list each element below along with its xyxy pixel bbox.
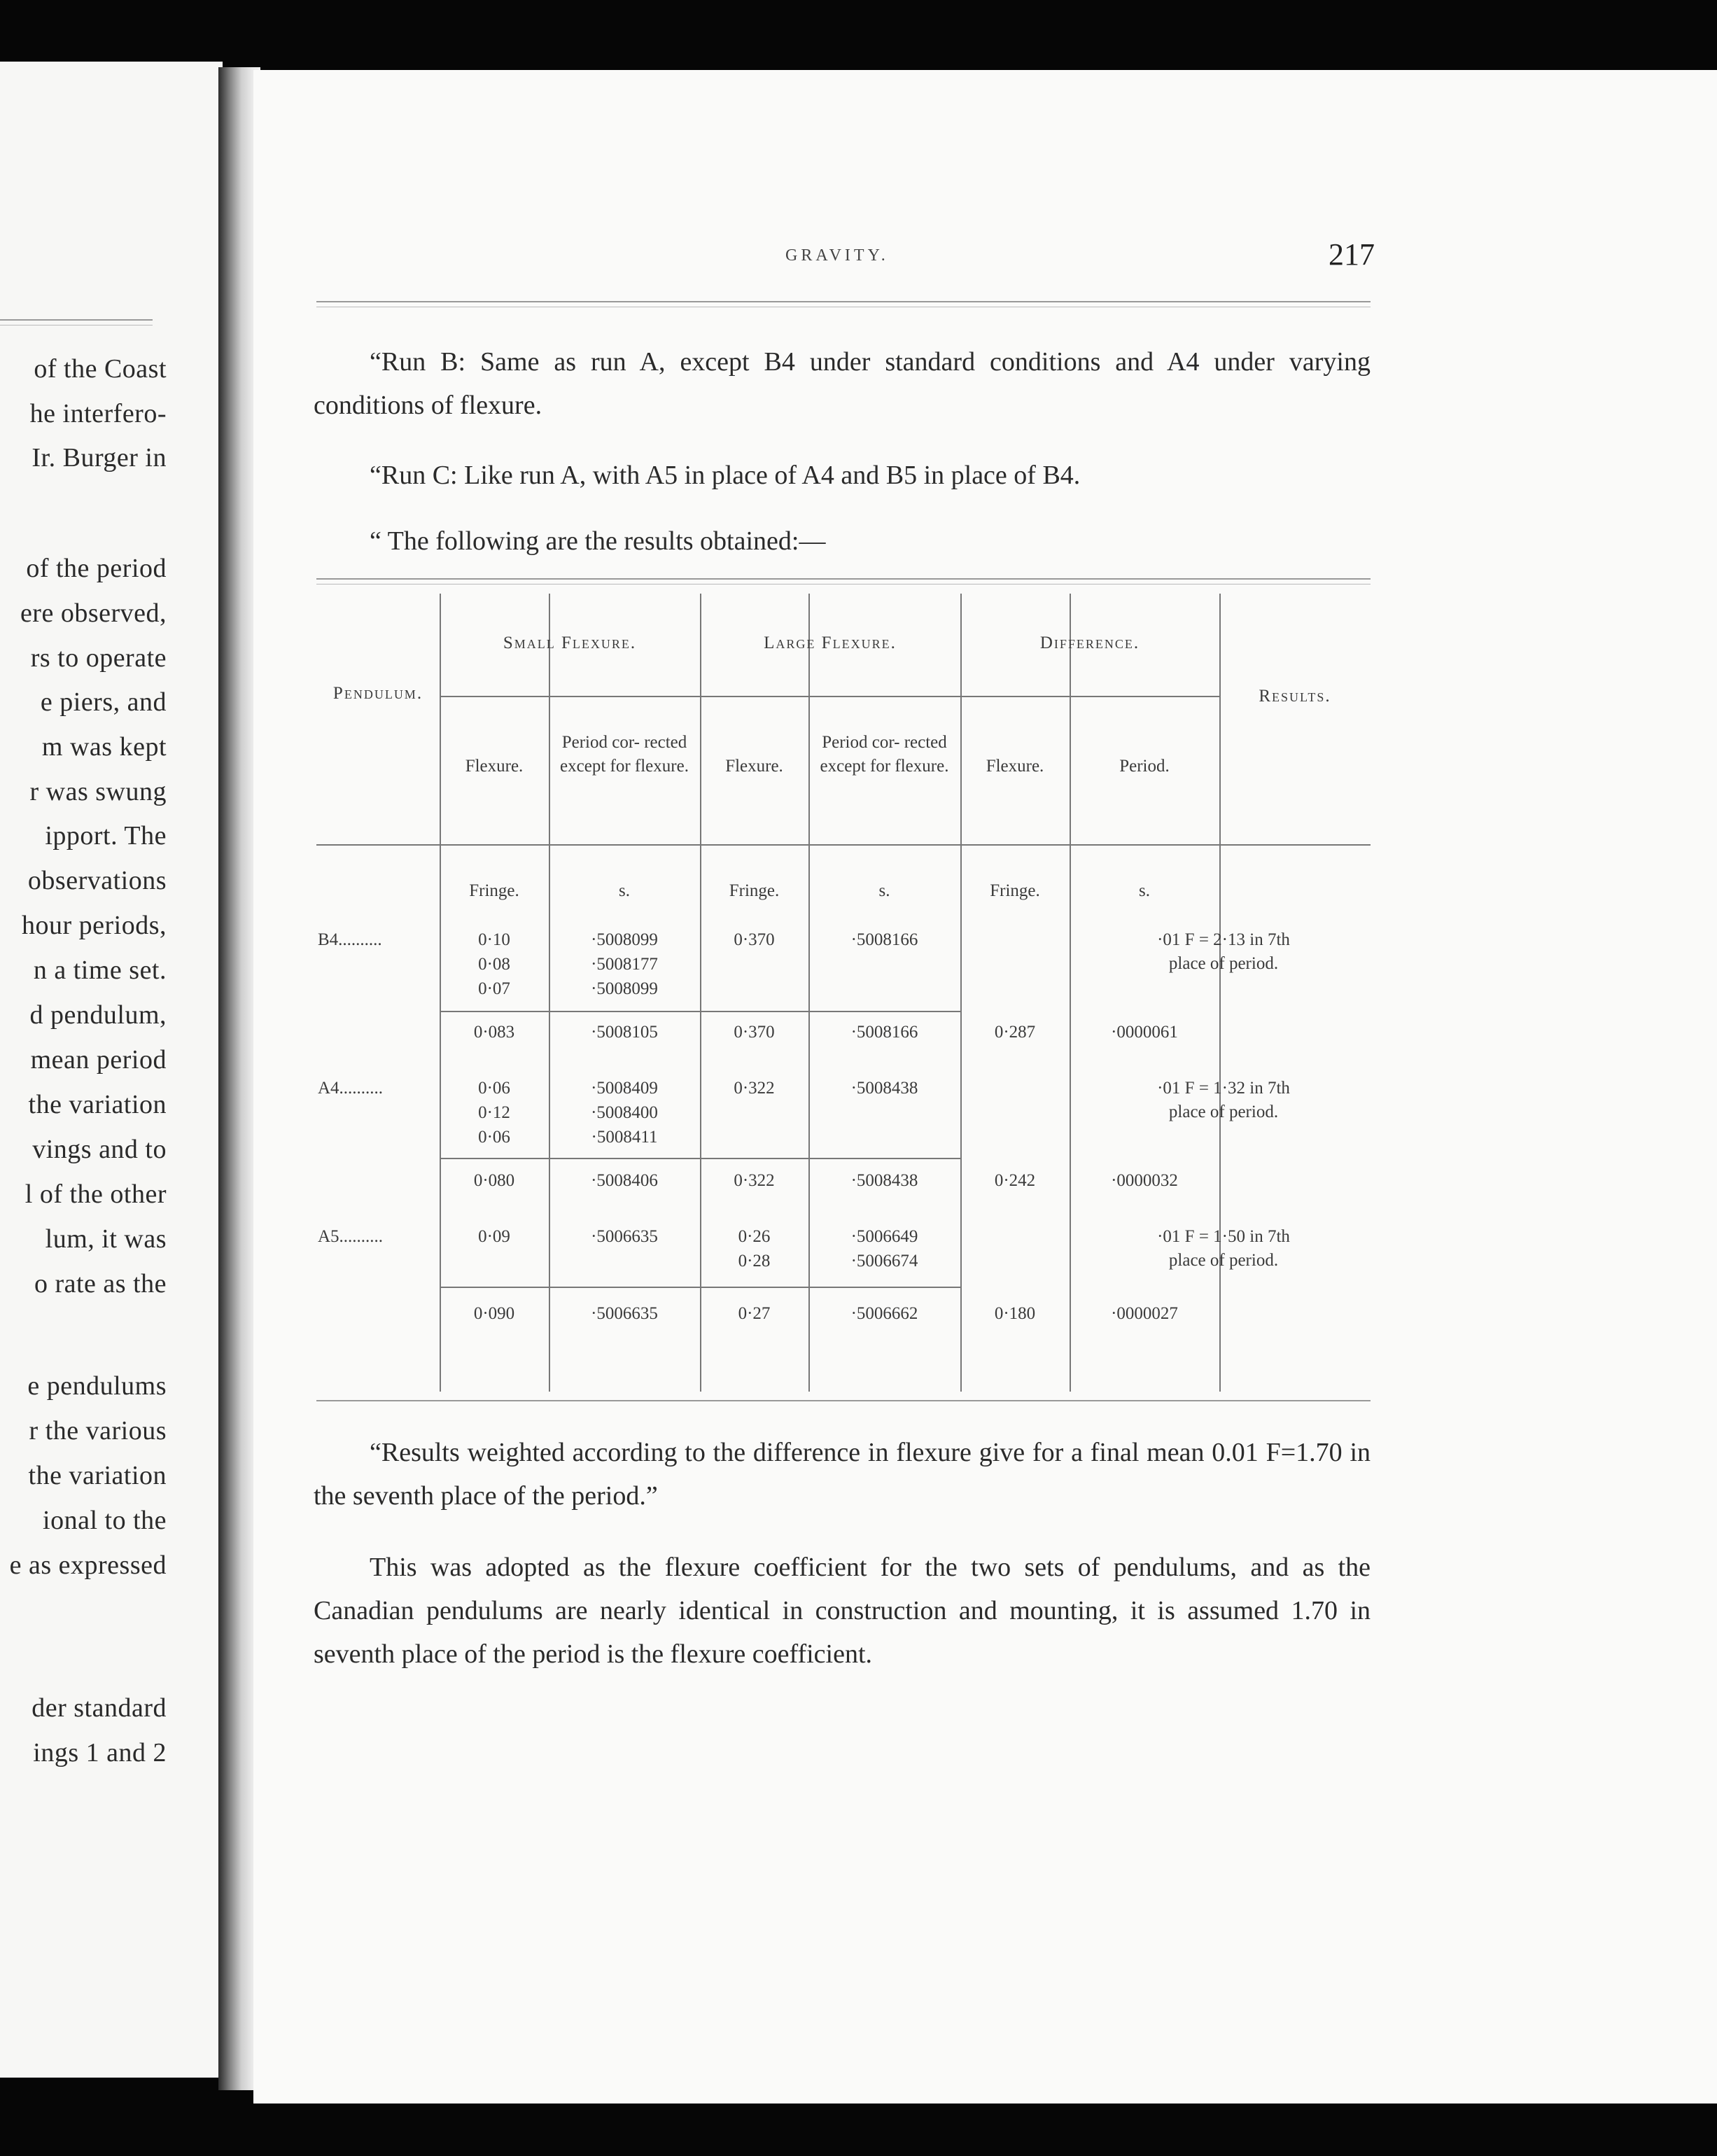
left-page-line: e piers, and <box>40 687 167 717</box>
mean-small-period: ·5006635 <box>591 1304 658 1323</box>
unit-label: s. <box>619 881 630 900</box>
difference-flexure: 0·287 <box>994 1023 1036 1042</box>
left-page-line: of the Coast <box>34 354 167 384</box>
small-period-value: ·5008411 <box>591 1128 658 1147</box>
small-period-value: ·5008409 <box>591 1079 658 1098</box>
mean-small-flexure: 0·080 <box>473 1171 515 1190</box>
mean-small-period: ·5008406 <box>591 1171 658 1190</box>
left-page-line: ings 1 and 2 <box>33 1738 167 1768</box>
header-pendulum: Pendulum. <box>332 684 423 703</box>
paragraph-weighted-results: “Results weighted according to the difference in flexure give for a final mean 0.01 F=1.70 in the seventh place of the period.” <box>314 1438 1371 1511</box>
difference-period: ·0000032 <box>1111 1171 1178 1190</box>
page-number: 217 <box>1329 237 1375 272</box>
pendulum-label: A5.......... <box>318 1227 384 1246</box>
pendulum-label: B4.......... <box>318 930 382 949</box>
small-flexure-value: 0·12 <box>478 1103 510 1122</box>
large-period-value: ·5006649 <box>850 1227 918 1246</box>
left-page-line: lum, it was <box>45 1224 167 1254</box>
left-page-line: observations <box>27 866 167 895</box>
result-note: ·01 F = 1·50 in 7th place of period. <box>1157 1227 1290 1270</box>
left-page-line: l of the other <box>24 1180 167 1209</box>
left-page-line: ipport. The <box>45 821 167 850</box>
left-page-line: e pendulums <box>27 1371 167 1401</box>
results-table <box>316 594 1371 1392</box>
group-header-rule <box>440 696 700 697</box>
small-period-value: ·5008099 <box>591 979 658 998</box>
header-large-flexure: Large Flexure. <box>764 634 897 652</box>
left-page-line: der standard <box>31 1693 167 1723</box>
large-period-value: ·5008438 <box>850 1079 918 1098</box>
left-page-line: hour periods, <box>21 911 167 940</box>
paragraph-run-c: “Run C: Like run A, with A5 in place of A4 and B5 in place of B4. <box>370 461 1081 490</box>
pendulum-label: A4.......... <box>318 1079 384 1098</box>
header-difference: Difference. <box>1039 634 1140 652</box>
left-page-line: of the period <box>26 554 167 583</box>
difference-period: ·0000027 <box>1111 1304 1178 1323</box>
left-page <box>0 62 223 2078</box>
large-flexure-value: 0·370 <box>734 930 775 949</box>
left-page-line: the variation <box>28 1461 167 1490</box>
mean-large-period: ·5008166 <box>850 1023 918 1042</box>
left-page-line: e as expressed <box>9 1550 167 1580</box>
difference-flexure: 0·180 <box>994 1304 1036 1323</box>
left-page-line: he interfero- <box>29 399 167 428</box>
table-column-rule <box>808 594 810 1392</box>
large-period-value: ·5006674 <box>850 1252 918 1270</box>
left-page-line: r was swung <box>29 777 167 806</box>
small-flexure-value: 0·10 <box>478 930 510 949</box>
left-page-line: the variation <box>28 1090 167 1119</box>
left-page-rule-secondary <box>0 325 153 326</box>
left-page-line: mean period <box>30 1045 167 1074</box>
mean-large-period: ·5006662 <box>850 1304 918 1323</box>
small-flexure-value: 0·09 <box>478 1227 510 1246</box>
small-flexure-value: 0·07 <box>478 979 510 998</box>
mean-rule <box>440 1011 960 1012</box>
table-bottom-rule <box>316 1400 1371 1401</box>
unit-label: Fringe. <box>990 881 1040 900</box>
unit-label: s. <box>878 881 890 900</box>
paragraph-adopted-coefficient: This was adopted as the flexure coefficient for the two sets of pendulums, and as the Canadian pendulums are nearly identical in construction and mounting, it is assumed 1.70 in seventh place of the period is the flexure coefficient. <box>314 1553 1371 1669</box>
left-page-line: ere observed, <box>20 598 167 628</box>
subheader-flexure: Flexure. <box>725 757 783 776</box>
small-period-value: ·5008177 <box>591 955 658 974</box>
difference-flexure: 0·242 <box>994 1171 1036 1190</box>
left-page-line: r the various <box>29 1416 167 1446</box>
mean-small-period: ·5008105 <box>591 1023 658 1042</box>
subheader-period-corrected: Period cor- rected except for flexure. <box>820 733 949 776</box>
mean-rule <box>440 1287 960 1288</box>
left-page-line: o rate as the <box>34 1269 167 1298</box>
header-rule <box>316 301 1371 302</box>
large-period-value: ·5008166 <box>850 930 918 949</box>
difference-period: ·0000061 <box>1111 1023 1178 1042</box>
group-header-rule <box>960 696 1219 697</box>
table-column-rule <box>960 594 962 1392</box>
mean-large-flexure: 0·370 <box>734 1023 775 1042</box>
left-page-line: vings and to <box>32 1135 167 1164</box>
table-column-rule <box>549 594 550 1392</box>
table-column-rule <box>440 594 441 1392</box>
mean-rule <box>440 1158 960 1159</box>
small-flexure-value: 0·06 <box>478 1128 510 1147</box>
header-results: Results. <box>1259 687 1331 706</box>
left-page-line: n a time set. <box>33 955 167 985</box>
header-small-flexure: Small Flexure. <box>503 634 637 652</box>
header-bottom-rule <box>316 844 1371 846</box>
unit-label: Fringe. <box>729 881 780 900</box>
mean-large-period: ·5008438 <box>850 1171 918 1190</box>
left-page-line: rs to operate <box>30 643 167 673</box>
paragraph-run-b: “Run B: Same as run A, except B4 under standard conditions and A4 under varying conditions of flexure. <box>314 347 1371 420</box>
result-note: ·01 F = 1·32 in 7th place of period. <box>1157 1079 1290 1121</box>
left-page-line: Ir. Burger in <box>31 443 167 472</box>
left-page-line: ional to the <box>43 1506 167 1535</box>
left-page-line: m was kept <box>41 732 167 762</box>
mean-large-flexure: 0·322 <box>734 1171 775 1190</box>
left-page-rule <box>0 319 153 321</box>
small-period-value: ·5006635 <box>591 1227 658 1246</box>
subheader-flexure: Flexure. <box>465 757 524 776</box>
unit-label: Fringe. <box>469 881 519 900</box>
group-header-rule <box>700 696 960 697</box>
small-period-value: ·5008400 <box>591 1103 658 1122</box>
mean-small-flexure: 0·083 <box>473 1023 515 1042</box>
unit-label: s. <box>1139 881 1150 900</box>
table-column-rule <box>1070 594 1071 1392</box>
running-title: GRAVITY. <box>785 246 889 265</box>
subheader-flexure: Flexure. <box>986 757 1044 776</box>
left-page-line: d pendulum, <box>29 1000 167 1030</box>
large-flexure-value: 0·26 <box>738 1227 771 1246</box>
result-note: ·01 F = 2·13 in 7th place of period. <box>1157 930 1290 973</box>
mean-large-flexure: 0·27 <box>738 1304 771 1323</box>
small-flexure-value: 0·06 <box>478 1079 510 1098</box>
small-period-value: ·5008099 <box>591 930 658 949</box>
table-top-rule <box>316 578 1371 580</box>
small-flexure-value: 0·08 <box>478 955 510 974</box>
large-flexure-value: 0·322 <box>734 1079 775 1098</box>
large-flexure-value: 0·28 <box>738 1252 771 1270</box>
subheader-period-corrected: Period cor- rected except for flexure. <box>560 733 689 776</box>
paragraph-intro: “ The following are the results obtained:— <box>370 526 826 556</box>
subheader-period: Period. <box>1119 757 1170 776</box>
mean-small-flexure: 0·090 <box>473 1304 515 1323</box>
